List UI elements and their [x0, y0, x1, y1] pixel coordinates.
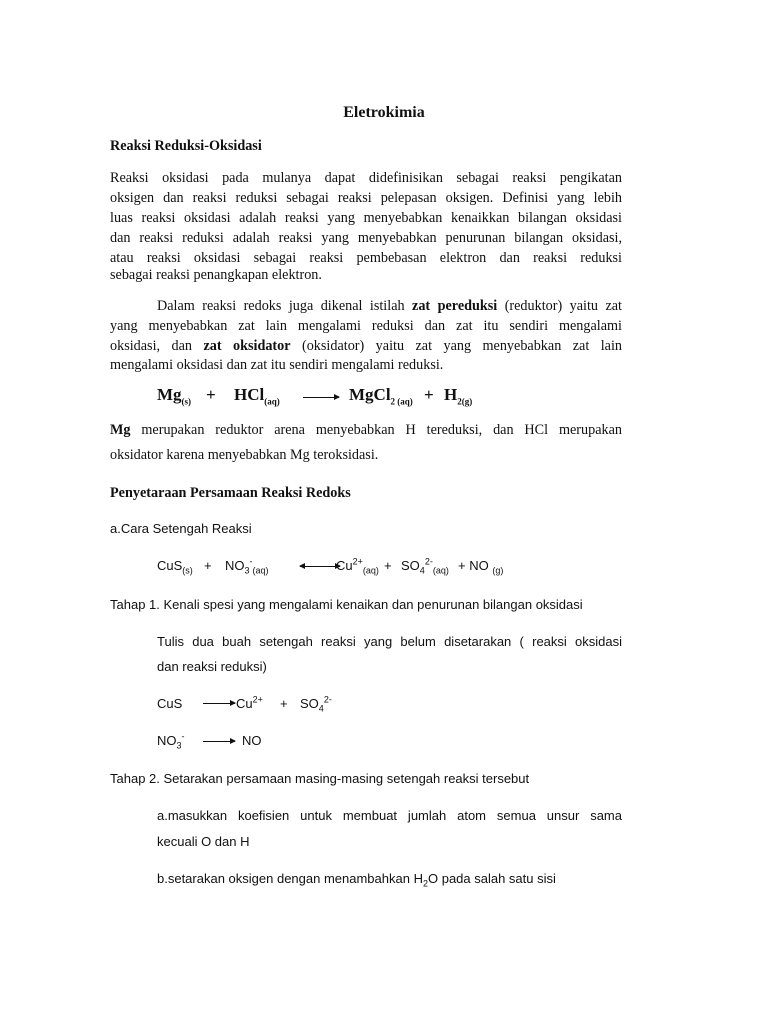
term-mg: Mg	[110, 422, 131, 438]
plus-sign: +	[206, 385, 216, 404]
paragraph-line	[157, 296, 622, 316]
species-mg: $Mg_{(s)}$	[157, 385, 192, 407]
reaction-arrow-icon	[303, 397, 339, 398]
step-2b: b.setarakan oksigen dengan menambahkan $H_2O$ pada salah satu sisi	[157, 871, 556, 889]
species-h2: $H_{2(g)}$	[444, 385, 473, 407]
reaction-arrow-icon	[203, 703, 235, 704]
paragraph-line: oksigen dan reaksi reduksi sebagai reaksi pelepasan oksigen. Definisi yang lebih	[110, 190, 622, 206]
text: (reduktor) yaitu zat	[497, 298, 622, 314]
paragraph-line: atau reaksi oksidasi sebagai reaksi pembebasan elektron dan reaksi reduksi	[110, 250, 622, 266]
paragraph-line: mengalami oksidasi dan zat itu sendiri mengalami reduksi.	[110, 357, 444, 373]
method-setengah-reaksi: a.Cara Setengah Reaksi	[110, 521, 252, 536]
paragraph-line	[110, 420, 622, 440]
species-no: NO	[242, 733, 262, 748]
text: (oksidator) yaitu zat yang menyebabkan zat lain	[290, 338, 622, 354]
paragraph-line: oksidator karena menyebabkan Mg teroksidasi.	[110, 447, 379, 463]
species-cu2plus: $Cu^{2+}_{(aq)}$	[336, 556, 379, 576]
step-2: Tahap 2. Setarakan persamaan masing-masing setengah reaksi tersebut	[110, 771, 530, 786]
paragraph-line	[110, 336, 622, 356]
term-zat-oksidator: zat oksidator	[203, 338, 291, 354]
species-cus: CuS	[157, 696, 183, 711]
plus-sign: +	[384, 558, 392, 573]
paragraph-line: Reaksi oksidasi pada mulanya dapat didefinisikan sebagai reaksi pengikatan	[110, 170, 622, 186]
species-no3: $NO_3^-_{(aq)}$	[225, 556, 269, 576]
step-1-description: Tulis dua buah setengah reaksi yang belum disetarakan ( reaksi oksidasi	[157, 634, 622, 649]
species-hcl: HCl$_{(aq)}$	[234, 385, 280, 407]
section-heading-penyetaraan: Penyetaraan Persamaan Reaksi Redoks	[110, 485, 351, 501]
species-so4: $SO_4^{2-}$	[300, 694, 332, 714]
text: oksidasi, dan	[110, 338, 204, 354]
species-no3: $NO_3^-$	[157, 731, 185, 751]
term-zat-pereduksi: zat pereduksi	[412, 298, 498, 314]
paragraph-line: sebagai reaksi penangkapan elektron.	[110, 267, 322, 283]
plus-sign: +	[204, 558, 212, 573]
paragraph-line: yang menyebabkan zat lain mengalami reduksi dan zat itu sendiri mengalami	[110, 318, 622, 334]
species-mgcl2: MgCl$_{2 (aq)}$	[349, 385, 413, 407]
reaction-arrow-icon	[203, 741, 235, 742]
paragraph-line: dan reaksi reduksi adalah reaksi yang menyebabkan penurunan bilangan oksidasi,	[110, 230, 622, 246]
step-1-description: dan reaksi reduksi)	[157, 659, 267, 674]
step-1: Tahap 1. Kenali spesi yang mengalami kenaikan dan penurunan bilangan oksidasi	[110, 597, 583, 612]
equilibrium-arrow-icon	[300, 566, 340, 567]
step-2a: kecuali O dan H	[157, 834, 250, 849]
step-2a: a.masukkan koefisien untuk membuat jumlah atom semua unsur sama	[157, 808, 622, 823]
document-title: Eletrokimia	[343, 104, 425, 121]
species-cu2plus: $Cu^{2+}$	[236, 694, 263, 711]
section-heading-redoks: Reaksi Reduksi-Oksidasi	[110, 138, 262, 154]
paragraph-line: luas reaksi oksidasi adalah reaksi yang menyebabkan kenaikkan bilangan oksidasi	[110, 210, 622, 226]
species-cus: CuS$_{(s)}$	[157, 558, 193, 576]
text: Dalam reaksi redoks juga dikenal istilah	[157, 298, 413, 314]
text: merupakan reduktor arena menyebabkan H tereduksi, dan HCl merupakan	[130, 422, 622, 438]
species-no: + NO $_{(g)}$	[458, 558, 504, 576]
species-so4: $SO_4^{2-}_{(aq)}$	[401, 556, 449, 576]
plus-sign: +	[280, 696, 288, 711]
plus-sign: +	[424, 385, 434, 404]
